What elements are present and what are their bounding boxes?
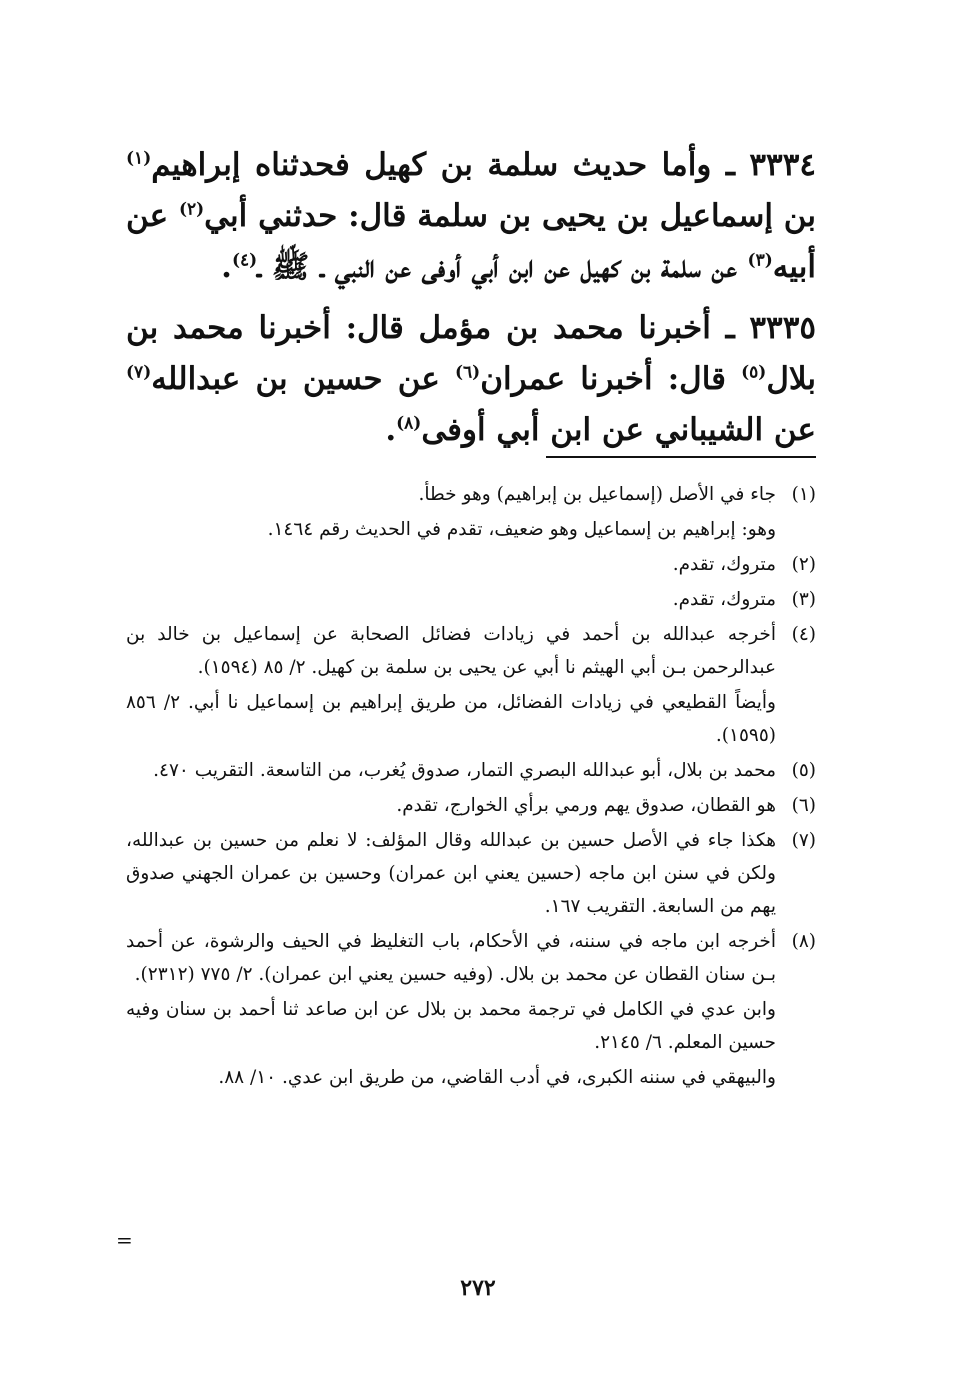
footnote-text: متروك، تقدم. bbox=[672, 554, 776, 575]
footnote-mark: (٢) bbox=[791, 554, 816, 575]
footnote-2 bbox=[126, 548, 816, 581]
footnote-1 bbox=[126, 478, 816, 511]
footnote-ref[interactable]: (١) bbox=[126, 148, 152, 169]
hadith-text: قال: أخبرنا عمران bbox=[480, 361, 742, 397]
hadith-text: . bbox=[221, 249, 232, 285]
footnote-text: متروك، تقدم. bbox=[672, 589, 776, 610]
footnote-1-continuation: وهو: إبراهيم بن إسماعيل وهو ضعيف، تقدم في الحديث رقم ١٤٦٤. bbox=[267, 519, 776, 540]
hadith-3334 bbox=[126, 140, 816, 293]
hadith-text: عن الشيباني عن ابن أبي أوفى bbox=[421, 412, 816, 448]
footnote-text: هو القطان، صدوق يهم ورمي برأي الخوارج، تقدم. bbox=[396, 795, 776, 816]
footnote-6 bbox=[126, 789, 816, 822]
hadith-text: بن إسماعيل بن يحيى بن سلمة قال: حدثني أبي bbox=[204, 198, 816, 234]
footnote-mark: (٤) bbox=[791, 624, 816, 645]
hadith-text: عن حسين بن عبدالله bbox=[151, 361, 455, 397]
main-text bbox=[126, 140, 816, 466]
hadith-text: عن سلمة بن كهيل عن ابن أبي أوفى عن النبي ـ ﷺ ـ bbox=[257, 249, 748, 285]
footnote-mark: (١) bbox=[791, 484, 816, 505]
hadith-text: عن أبيه bbox=[126, 198, 816, 285]
continuation-mark: = bbox=[116, 1228, 133, 1252]
footnote-text: أخرجه ابن ماجه في سننه، في الأحكام، باب التغليظ في الحيف والرشوة، عن أحمد بـن سنان القطان عن محمد بن بلال. (وفيه حسين يعني ابن عمران). ٢/ ٧٧٥ (٢٣١٢). bbox=[126, 931, 776, 985]
footnote-ref[interactable]: (٦) bbox=[454, 362, 481, 383]
hadith-text: . bbox=[385, 412, 397, 448]
footnote-ref[interactable]: (٢) bbox=[178, 199, 205, 220]
footnote-7 bbox=[126, 824, 816, 923]
hadith-number: ٣٣٣٤ ـ bbox=[725, 147, 817, 183]
hadith-3335 bbox=[126, 303, 816, 456]
footnote-text: أخرجه عبدالله بن أحمد في زيادات فضائل الصحابة عن إسماعيل بن خالد بن عبدالرحمن بـن أبي الهيثم نا أبي عن يحيى بن سلمة بن كهيل. ٢/ ٨٥ (١٥٩٤). bbox=[126, 624, 776, 678]
footnote-mark: (٣) bbox=[791, 589, 816, 610]
footnote-separator bbox=[546, 456, 816, 458]
footnote-5 bbox=[126, 754, 816, 787]
footnote-mark: (٧) bbox=[791, 830, 816, 851]
footnote-ref[interactable]: (٥) bbox=[741, 362, 767, 383]
footnote-ref[interactable]: (٣) bbox=[747, 250, 773, 271]
footnote-8-continuation-2: والبيهقي في سننه الكبرى، في أدب القاضي، من طريق ابن عدي. ١٠/ ٨٨. bbox=[218, 1067, 776, 1088]
hadith-number: ٣٣٣٥ ـ bbox=[725, 310, 817, 346]
hadith-text: وأما حديث سلمة بن كهيل فحدثناه إبراهيم bbox=[151, 147, 712, 183]
footnote-mark: (٨) bbox=[791, 931, 816, 952]
footnote-text: جاء في الأصل (إسماعيل بن إبراهيم) وهو خطأ. bbox=[418, 484, 776, 505]
footnotes bbox=[126, 478, 816, 1096]
footnote-8 bbox=[126, 925, 816, 991]
footnote-3 bbox=[126, 583, 816, 616]
footnote-ref[interactable]: (٨) bbox=[396, 413, 422, 434]
footnote-text: هكذا جاء في الأصل حسين بن عبدالله وقال المؤلف: لا نعلم من حسين بن عبدالله، ولكن في سنن ابن ماجه (حسين يعني ابن عمران) وحسين بن عمران الجهني صدوق يهم من السابعة. التقريب ١٦٧. bbox=[126, 830, 776, 917]
footnote-ref[interactable]: (٤) bbox=[231, 250, 258, 271]
footnote-4-continuation: وأيضاً القطيعي في زيادات الفضائل، من طريق إبراهيم بن إسماعيل نا أبي. ٢/ ٨٥٦ (١٥٩٥). bbox=[126, 692, 776, 746]
page-number: ٢٧٢ bbox=[460, 1275, 496, 1301]
footnote-ref[interactable]: (٧) bbox=[126, 362, 152, 383]
hadith-text: أخبرنا محمد بن مؤمل قال: أخبرنا محمد بن بلال bbox=[126, 310, 816, 397]
footnote-mark: (٥) bbox=[791, 760, 816, 781]
footnote-mark: (٦) bbox=[791, 795, 816, 816]
footnote-4 bbox=[126, 618, 816, 684]
footnote-8-continuation: وابن عدي في الكامل في ترجمة محمد بن بلال عن ابن صاعد ثنا أحمد بن سنان وفيه حسين المعلم. ٦/ ٢١٤٥. bbox=[126, 999, 776, 1053]
footnote-text: محمد بن بلال، أبو عبدالله البصري التمار، صدوق يُغرب، من التاسعة. التقريب ٤٧٠. bbox=[153, 760, 776, 781]
